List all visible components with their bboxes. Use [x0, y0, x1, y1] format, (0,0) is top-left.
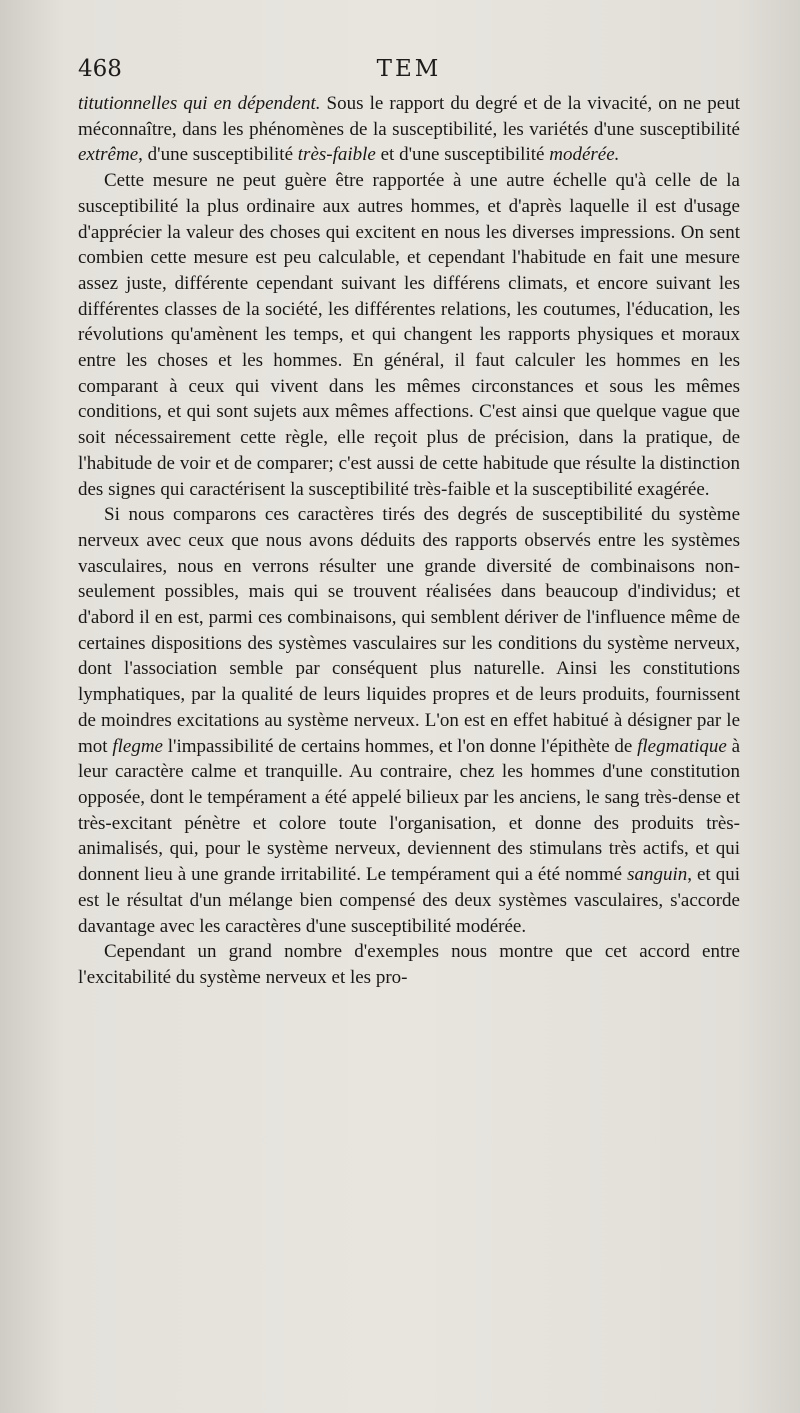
italic-run: très-faible — [297, 144, 376, 166]
paragraph — [78, 939, 740, 990]
italic-run: sanguin — [627, 864, 688, 886]
text-run: , et qui est le résultat d'un mélange bien compensé des deux systèmes vasculaires, s'accorde davantage avec les caractères d'une susceptibilité modérée. — [78, 864, 740, 937]
page-header — [78, 56, 740, 90]
italic-run: flegmatique — [637, 735, 727, 757]
paragraph — [78, 91, 740, 168]
text-run: , d'une susceptibilité — [138, 144, 298, 166]
italic-run: extrême — [78, 144, 139, 166]
text-run: Cependant un grand nombre d'exemples nous montre que cet accord entre l'excitabilité du système nerveux et les pro- — [78, 941, 740, 988]
page-number: 468 — [78, 56, 122, 82]
text-run: Sous le rapport du degré et de la vivacité, on ne peut méconnaître, dans les phénomènes de la susceptibilité, les variétés d'une susceptibilité — [78, 93, 740, 140]
running-head: TEM — [376, 56, 442, 82]
body-text — [78, 91, 740, 991]
paragraph — [78, 502, 740, 939]
italic-run: modérée. — [549, 144, 620, 166]
text-run: l'impassibilité de certains hommes, et l'on donne l'épithète de — [162, 735, 638, 757]
paragraph — [78, 168, 740, 502]
text-run: Si nous comparons ces caractères tirés des degrés de susceptibilité du système nerveux avec ceux que nous avons déduits des rapports observés entre les systèmes vasculaires, nous en verrons résulter une grande diversité de combinaisons non-seulement possibles, mais qui se trouvent réalisées dans beaucoup d'individus; et d'abord il en est, parmi ces combinaisons, qui semblent dériver de l'influence même de certaines dispositions des systèmes vasculaires sur les conditions du système nerveux, dont l'association semble par conséquent plus naturelle. Ainsi les constitutions lymphatiques, par la qualité de leurs liquides propres et de leurs produits, fournissent de moindres excitations au système nerveux. L'on est en effet habitué à désigner par le mot — [78, 504, 740, 757]
italic-run: flegme — [112, 735, 163, 757]
text-run: et d'une susceptibilité — [375, 144, 550, 166]
text-run: à leur caractère calme et tranquille. Au contraire, chez les hommes d'une constitution opposée, dont le tempérament a été appelé bilieux par les anciens, le sang très-dense et très-excitant pénètre et colore toute l'organisation, et donne des produits très-animalisés, qui, pour le système nerveux, deviennent des stimulans très actifs, et qui donnent lieu à une grande irritabilité. Le tempérament qui a été nommé — [78, 735, 741, 886]
italic-run: titutionnelles qui en dépendent. — [78, 93, 321, 114]
text-run: Cette mesure ne peut guère être rapportée à une autre échelle qu'à celle de la susceptibilité la plus ordinaire aux autres hommes, et d'après laquelle il est d'usage d'apprécier la valeur des choses qui excitent en nous les diverses impressions. On sent combien cette mesure est peu calculable, et cependant l'habitude en fait une mesure assez juste, différente cependant suivant les différens climats, et encore suivant les différentes classes de la société, les différentes relations, les coutumes, l'éducation, les révolutions qu'amènent les temps, et qui changent les rapports physiques et moraux entre les choses et les hommes. En général, il faut calculer les hommes en les comparant à ceux qui vivent dans les mêmes circonstances et sous les mêmes conditions, et qui sont sujets aux mêmes affections. C'est ainsi que quelque vague que soit nécessairement cette règle, elle reçoit plus de précision, dans la pratique, de l'habitude de voir et de comparer; c'est aussi de cette habitude que résulte la distinction des signes qui caractérisent la susceptibilité très-faible et la susceptibilité exagérée. — [78, 170, 740, 500]
